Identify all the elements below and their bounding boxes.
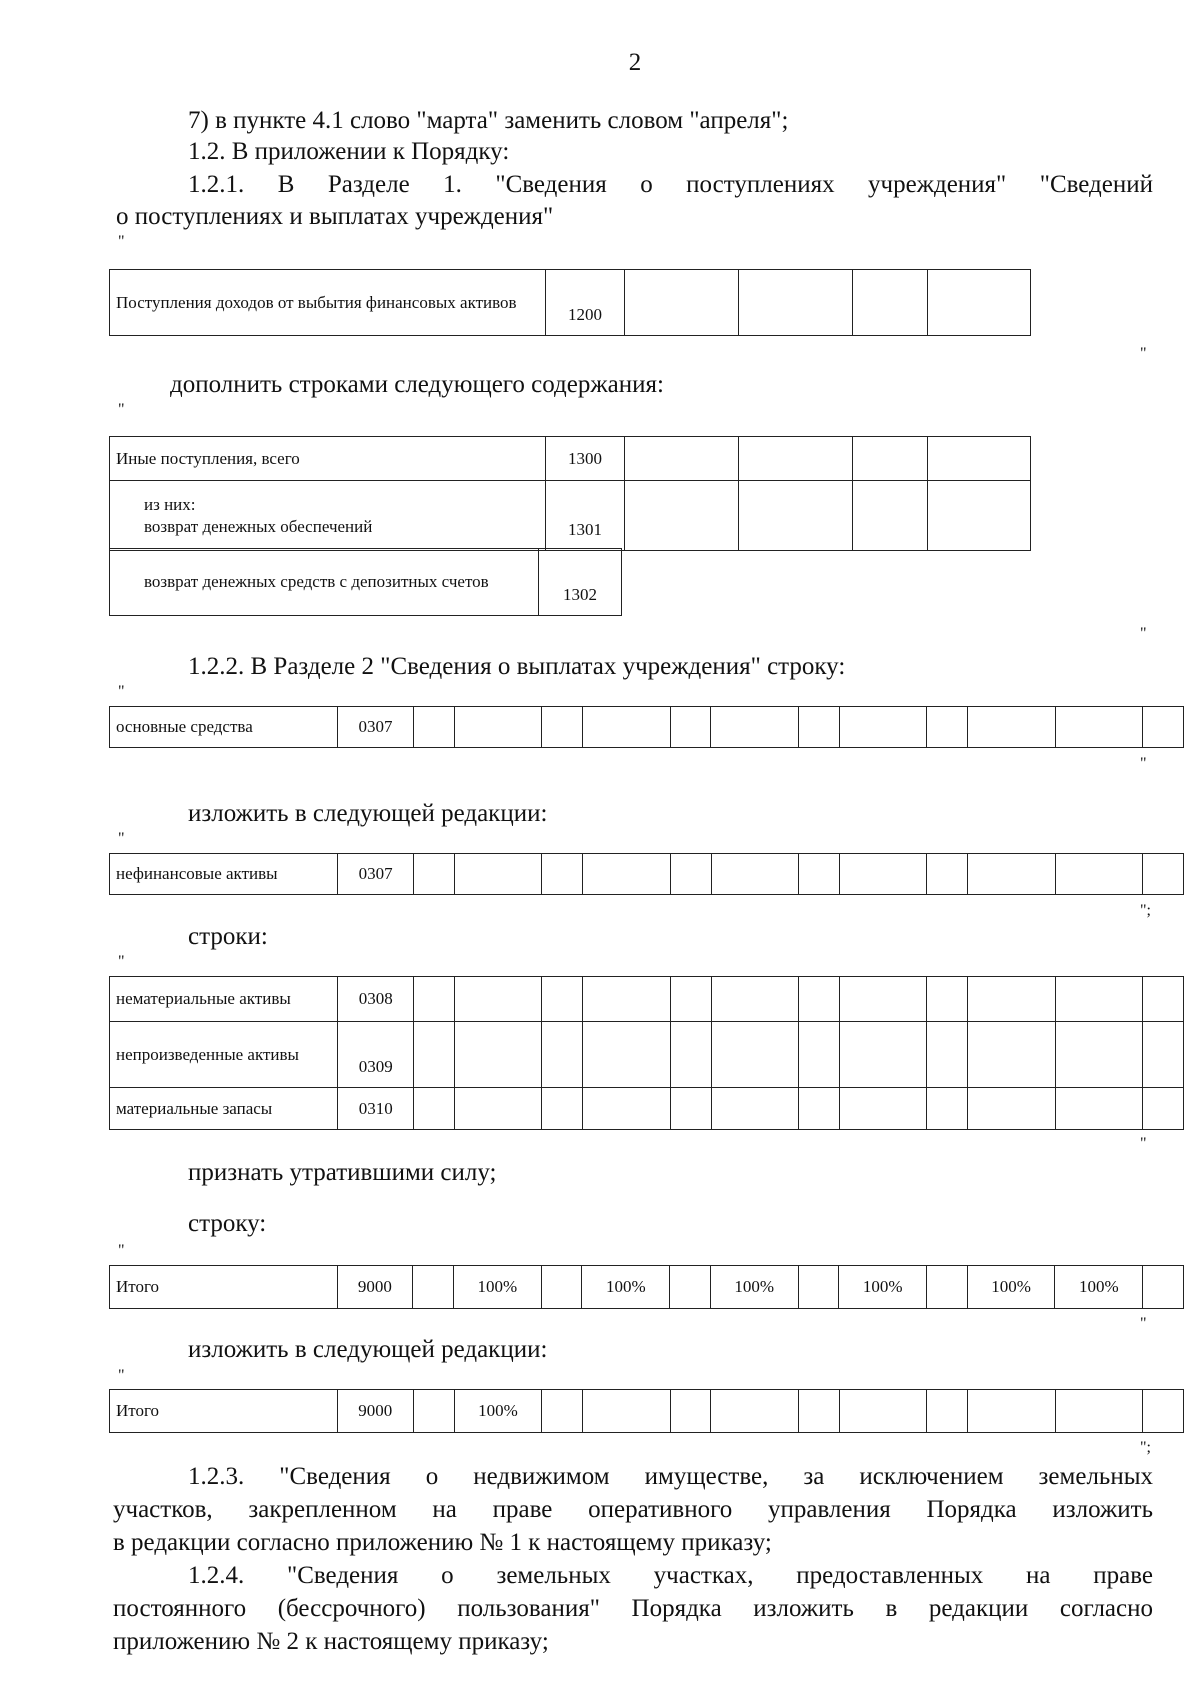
- table-cell-empty: [542, 1088, 583, 1130]
- table-cell-empty: [1055, 1390, 1143, 1433]
- table-cell-percent: 100%: [454, 1266, 542, 1309]
- table-cell-empty: [739, 437, 853, 481]
- table-cell-empty: [927, 437, 1030, 481]
- open-quote: ": [118, 683, 125, 700]
- table-total-old: [109, 1265, 1184, 1309]
- table-cell-empty: [542, 977, 583, 1022]
- table-cell-empty: [541, 1266, 582, 1309]
- table-cell-code: 9000: [337, 1390, 413, 1433]
- close-quote-semicolon: ";: [1140, 902, 1151, 919]
- table-income-financial-assets: [109, 269, 1031, 336]
- paragraph-1-2: 1.2. В приложении к Порядку:: [188, 138, 510, 165]
- table-cell-empty: [1055, 707, 1143, 748]
- table-cell-empty: [1143, 977, 1184, 1022]
- table-cell-percent: 100%: [710, 1266, 798, 1309]
- label-prefix: из них:: [144, 494, 196, 514]
- table-cell-empty: [927, 707, 968, 748]
- table-cell-empty: [670, 1266, 711, 1309]
- row-text: строку:: [188, 1210, 267, 1237]
- table-cell-code: 0310: [338, 1088, 414, 1130]
- table-cell-empty: [413, 1390, 454, 1433]
- table-non-financial-assets: [109, 853, 1184, 895]
- table-cell-empty: [927, 481, 1030, 551]
- table-cell-label: материальные запасы: [110, 1088, 338, 1130]
- table-cell-empty: [927, 854, 968, 895]
- table-cell-empty: [583, 707, 671, 748]
- table-cell-empty: [1055, 1088, 1142, 1130]
- table-cell-empty: [454, 977, 541, 1022]
- table-cell-label: нефинансовые активы: [110, 854, 338, 895]
- table-cell-code: 0308: [338, 977, 414, 1022]
- table-cell-percent: 100%: [967, 1266, 1055, 1309]
- table-cell-empty: [839, 977, 926, 1022]
- paragraph-1-2-4-line1: 1.2.4. "Сведения о земельных участках, предоставленных на праве: [188, 1562, 1153, 1589]
- table-cell-empty: [853, 270, 927, 336]
- table-cell-empty: [1055, 1022, 1142, 1088]
- table-cell-empty: [414, 1088, 455, 1130]
- table-cell-percent: 100%: [454, 1390, 542, 1433]
- table-cell-empty: [454, 707, 542, 748]
- table-cell-empty: [711, 977, 798, 1022]
- table-cell-empty: [927, 977, 968, 1022]
- table-cell-empty: [968, 977, 1055, 1022]
- table-cell-empty: [670, 707, 711, 748]
- table-other-income: [109, 436, 1031, 551]
- table-cell-empty: [670, 1022, 711, 1088]
- open-quote: ": [118, 1367, 125, 1384]
- table-cell-label: непроизведенные активы: [110, 1022, 338, 1088]
- table-cell-empty: [711, 1088, 798, 1130]
- table-cell-empty: [670, 854, 711, 895]
- state-text-2: изложить в следующей редакции:: [188, 1336, 548, 1363]
- table-cell-empty: [414, 1022, 455, 1088]
- table-cell-empty: [799, 1022, 840, 1088]
- table-cell-empty: [927, 1088, 968, 1130]
- table-cell-empty: [799, 977, 840, 1022]
- table-cell-empty: [711, 1022, 798, 1088]
- table-cell-empty: [1143, 1088, 1184, 1130]
- table-cell-empty: [853, 481, 927, 551]
- rows-text: строки:: [188, 923, 268, 950]
- table-other-income-row-3: [109, 548, 622, 616]
- table-cell-empty: [968, 1088, 1055, 1130]
- paragraph-1-2-1-line1: 1.2.1. В Разделе 1. "Сведения о поступлениях учреждения" "Сведений: [188, 171, 1153, 198]
- table-cell-empty: [798, 1390, 839, 1433]
- paragraph-1-2-1-line2: о поступлениях и выплатах учреждения": [116, 203, 554, 230]
- table-cell-empty: [711, 854, 799, 895]
- table-cell-label: нематериальные активы: [110, 977, 338, 1022]
- table-cell-empty: [711, 1390, 799, 1433]
- table-cell-empty: [839, 854, 927, 895]
- table-cell-empty: [1143, 707, 1184, 748]
- table-cell-empty: [1143, 854, 1184, 895]
- table-cell-empty: [454, 1088, 541, 1130]
- table-cell-empty: [799, 1088, 840, 1130]
- table-cell-empty: [583, 1022, 670, 1088]
- paragraph-7: 7) в пункте 4.1 слово "марта" заменить словом "апреля";: [188, 107, 789, 134]
- table-cell-empty: [968, 1022, 1055, 1088]
- table-cell-empty: [624, 481, 738, 551]
- table-assets-breakdown: [109, 976, 1184, 1130]
- table-cell-code: 0307: [338, 707, 414, 748]
- state-text-1: изложить в следующей редакции:: [188, 800, 548, 827]
- table-cell-empty: [583, 1390, 671, 1433]
- table-cell-code: 1301: [546, 481, 624, 551]
- table-cell-code: 1200: [546, 270, 624, 336]
- open-quote: ": [118, 953, 125, 970]
- table-cell-empty: [1143, 1022, 1184, 1088]
- table-cell-empty: [542, 854, 583, 895]
- table-cell-label: Итого: [110, 1390, 338, 1433]
- table-cell-empty: [670, 1088, 711, 1130]
- table-cell-empty: [624, 270, 738, 336]
- table-cell-empty: [839, 707, 927, 748]
- table-cell-empty: [1055, 854, 1143, 895]
- table-cell-empty: [927, 1266, 968, 1309]
- close-quote: ": [1140, 345, 1147, 362]
- label-text: возврат денежных обеспечений: [144, 516, 373, 536]
- table-cell-code: 1302: [538, 549, 621, 616]
- table-fixed-assets: [109, 706, 1184, 748]
- table-cell-empty: [968, 707, 1056, 748]
- table-cell-percent: 100%: [839, 1266, 927, 1309]
- table-cell-code: 9000: [337, 1266, 413, 1309]
- paragraph-1-2-4-line2: постоянного (бессрочного) пользования" Порядка изложить в редакции согласно: [113, 1595, 1153, 1622]
- table-cell-empty: [583, 1088, 670, 1130]
- invalid-text: признать утратившими силу;: [188, 1159, 497, 1186]
- table-cell-empty: [711, 707, 799, 748]
- page-number: 2: [628, 49, 642, 76]
- table-cell-empty: [1143, 1390, 1184, 1433]
- open-quote: ": [118, 233, 125, 250]
- close-quote-semicolon: ";: [1140, 1439, 1151, 1456]
- close-quote: ": [1140, 755, 1147, 772]
- table-cell-empty: [839, 1088, 926, 1130]
- table-cell-empty: [542, 1390, 583, 1433]
- table-cell-empty: [799, 854, 840, 895]
- table-cell-empty: [413, 707, 454, 748]
- close-quote: ": [1140, 625, 1147, 642]
- table-cell-empty: [583, 977, 670, 1022]
- table-cell-empty: [739, 270, 853, 336]
- table-cell-empty: [739, 481, 853, 551]
- table-cell-empty: [454, 1022, 541, 1088]
- table-cell-empty: [927, 270, 1030, 336]
- table-cell-empty: [968, 1390, 1056, 1433]
- table-cell-percent: 100%: [1055, 1266, 1143, 1309]
- paragraph-1-2-3-line2: участков, закрепленном на праве оперативного управления Порядка изложить: [113, 1496, 1153, 1523]
- table-cell-label: Поступления доходов от выбытия финансовых активов: [110, 270, 546, 336]
- table-cell-empty: [839, 1022, 926, 1088]
- table-cell-percent: 100%: [582, 1266, 670, 1309]
- table-cell-empty: [413, 1266, 454, 1309]
- table-cell-empty: [414, 977, 455, 1022]
- open-quote: ": [118, 830, 125, 847]
- paragraph-1-2-2: 1.2.2. В Разделе 2 "Сведения о выплатах учреждения" строку:: [188, 653, 846, 680]
- table-cell-empty: [927, 1390, 968, 1433]
- table-total-new: [109, 1389, 1184, 1433]
- table-cell-empty: [670, 1390, 711, 1433]
- open-quote: ": [118, 1242, 125, 1259]
- table-cell-empty: [454, 854, 542, 895]
- table-cell-label: Иные поступления, всего: [110, 437, 546, 481]
- table-cell-empty: [583, 854, 671, 895]
- table-cell-empty: [798, 1266, 839, 1309]
- table-cell-code: 1300: [546, 437, 624, 481]
- table-cell-empty: [1143, 1266, 1184, 1309]
- table-cell-code: 0307: [338, 854, 414, 895]
- close-quote: ": [1140, 1135, 1147, 1152]
- close-quote: ": [1140, 1315, 1147, 1332]
- table-cell-empty: [927, 1022, 968, 1088]
- open-quote: ": [118, 401, 125, 418]
- table-cell-empty: [839, 1390, 927, 1433]
- paragraph-1-2-4-line3: приложению № 2 к настоящему приказу;: [113, 1628, 549, 1655]
- table-cell-empty: [670, 977, 711, 1022]
- table-cell-empty: [542, 707, 583, 748]
- paragraph-1-2-3-line3: в редакции согласно приложению № 1 к настоящему приказу;: [113, 1529, 772, 1556]
- table-cell-label: Итого: [110, 1266, 338, 1309]
- table-cell-empty: [798, 707, 839, 748]
- table-cell-empty: [542, 1022, 583, 1088]
- table-cell-label: основные средства: [110, 707, 338, 748]
- table-cell-empty: [853, 437, 927, 481]
- paragraph-1-2-3-line1: 1.2.3. "Сведения о недвижимом имуществе, за исключением земельных: [188, 1463, 1153, 1490]
- table-cell-code: 0309: [338, 1022, 414, 1088]
- table-cell-empty: [414, 854, 455, 895]
- table-cell-label: возврат денежных средств с депозитных счетов: [110, 549, 539, 616]
- table-cell-label: [110, 481, 546, 551]
- table-cell-empty: [968, 854, 1056, 895]
- add-rows-text: дополнить строками следующего содержания:: [170, 371, 664, 398]
- table-cell-empty: [1055, 977, 1142, 1022]
- table-cell-empty: [624, 437, 738, 481]
